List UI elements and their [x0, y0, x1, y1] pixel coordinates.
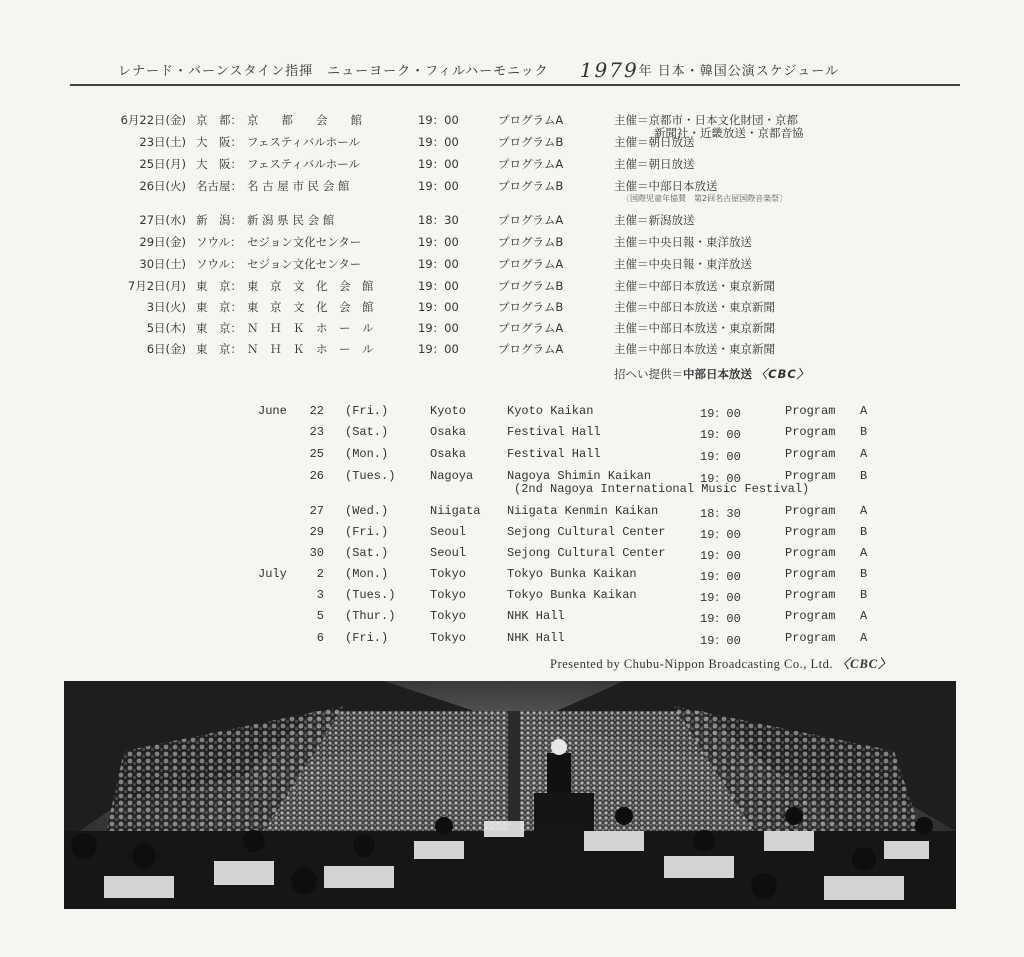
jp-venue: Ｎ Ｈ Ｋ ホ ー ル	[247, 342, 374, 356]
header-year: 1979	[579, 58, 639, 82]
jp-city: ソウル：	[196, 257, 242, 271]
en-program: Program	[785, 404, 836, 418]
jp-time: 19：00	[418, 235, 459, 249]
en-venue: Tokyo Bunka Kaikan	[507, 567, 637, 581]
en-time: 19：00	[700, 634, 741, 648]
en-venue: Festival Hall	[507, 447, 601, 461]
jp-time: 18：30	[418, 213, 459, 227]
en-time: 19：00	[700, 528, 741, 542]
jp-organizer: 主催＝中部日本放送・東京新聞	[614, 342, 775, 356]
jp-date: 29日(金)	[139, 235, 186, 249]
en-weekday: (Sat.)	[345, 546, 389, 560]
en-program: Program	[785, 425, 836, 439]
jp-venue: Ｎ Ｈ Ｋ ホ ー ル	[247, 321, 374, 335]
en-day: 2	[316, 567, 324, 581]
jp-venue: セジョン文化センター	[247, 235, 362, 249]
en-city: Seoul	[430, 525, 467, 539]
en-weekday: (Tues.)	[345, 469, 396, 483]
jp-date: 27日(水)	[139, 213, 186, 227]
en-city: Tokyo	[430, 631, 467, 645]
jp-city: 東 京：	[196, 342, 242, 356]
en-weekday: (Fri.)	[345, 404, 389, 418]
en-day: 26	[309, 469, 324, 483]
jp-venue: 東 京 文 化 会 館	[247, 300, 374, 314]
en-city: Niigata	[430, 504, 481, 518]
en-letter: A	[860, 631, 868, 645]
jp-city: 名古屋：	[196, 179, 242, 193]
jp-program: プログラムA	[498, 113, 564, 127]
jp-time: 19：00	[418, 279, 459, 293]
jp-program: プログラムB	[498, 279, 564, 293]
en-day: 29	[309, 525, 324, 539]
en-program: Program	[785, 609, 836, 623]
en-time: 19：00	[700, 570, 741, 584]
en-weekday: (Tues.)	[345, 588, 396, 602]
jp-city: 東 京：	[196, 321, 242, 335]
en-time: 19：00	[700, 612, 741, 626]
jp-organizer: 主催＝中央日報・東洋放送	[614, 257, 752, 271]
en-weekday: (Wed.)	[345, 504, 389, 518]
en-city: Seoul	[430, 546, 467, 560]
en-letter: B	[860, 469, 868, 483]
jp-program: プログラムA	[498, 257, 564, 271]
en-city: Osaka	[430, 447, 467, 461]
en-venue: Sejong Cultural Center	[507, 546, 666, 560]
en-city: Tokyo	[430, 567, 467, 581]
en-day: 22	[309, 404, 324, 418]
en-day: 25	[309, 447, 324, 461]
en-city: Osaka	[430, 425, 467, 439]
jp-program: プログラムB	[498, 135, 564, 149]
sponsor-jp-label: 招へい提供＝	[614, 367, 683, 381]
jp-organizer: 主催＝中部日本放送・東京新聞	[614, 300, 775, 314]
en-time: 19：00	[700, 472, 741, 486]
jp-program: プログラムB	[498, 235, 564, 249]
presented-by-text: Presented by Chubu-Nippon Broadcasting Co., Ltd.	[550, 657, 833, 671]
en-day: 5	[316, 609, 324, 623]
jp-organizer-continued: 新聞社・近畿放送・京都音協	[654, 126, 804, 140]
jp-date: 5日(木)	[146, 321, 186, 335]
en-letter: A	[860, 546, 868, 560]
jp-organizer: 主催＝中部日本放送	[614, 179, 718, 193]
jp-city: 東 京：	[196, 279, 242, 293]
jp-time: 19：00	[418, 135, 459, 149]
jp-program: プログラムB	[498, 179, 564, 193]
jp-organizer: 主催＝新潟放送	[614, 213, 695, 227]
en-program: Program	[785, 504, 836, 518]
en-letter: A	[860, 504, 868, 518]
jp-program: プログラムB	[498, 300, 564, 314]
en-day: 3	[316, 588, 324, 602]
en-weekday: (Sat.)	[345, 425, 389, 439]
en-venue: Festival Hall	[507, 425, 601, 439]
jp-venue: 名 古 屋 市 民 会 館	[247, 179, 350, 193]
sponsor-jp-name: 中部日本放送	[683, 367, 752, 381]
jp-program: プログラムA	[498, 157, 564, 171]
en-month: June	[258, 404, 287, 418]
en-time: 19：00	[700, 591, 741, 605]
cbc-logo: 〈CBC〉	[755, 367, 810, 381]
en-day: 30	[309, 546, 324, 560]
en-letter: B	[860, 425, 868, 439]
orchestra-photo	[64, 681, 956, 909]
en-letter: B	[860, 588, 868, 602]
jp-date: 25日(月)	[139, 157, 186, 171]
jp-time: 19：00	[418, 342, 459, 356]
en-venue: Nagoya Shimin Kaikan	[507, 469, 652, 483]
en-program: Program	[785, 567, 836, 581]
jp-program: プログラムA	[498, 213, 564, 227]
en-time: 19：00	[700, 428, 741, 442]
jp-city: 東 京：	[196, 300, 242, 314]
jp-date: 30日(土)	[139, 257, 186, 271]
jp-date: 23日(土)	[139, 135, 186, 149]
jp-time: 19：00	[418, 179, 459, 193]
en-program: Program	[785, 546, 836, 560]
jp-time: 19：00	[418, 113, 459, 127]
en-letter: B	[860, 567, 868, 581]
en-letter: A	[860, 404, 868, 418]
jp-program: プログラムA	[498, 321, 564, 335]
jp-organizer: 主催＝朝日放送	[614, 157, 695, 171]
presented-by	[550, 654, 945, 672]
jp-organizer: 主催＝京都市・日本文化財団・京都	[614, 113, 798, 127]
en-letter: B	[860, 525, 868, 539]
en-venue: Tokyo Bunka Kaikan	[507, 588, 637, 602]
jp-venue: 東 京 文 化 会 館	[247, 279, 374, 293]
jp-city: 大 阪：	[196, 157, 242, 171]
en-month: July	[258, 567, 287, 581]
en-venue: NHK Hall	[507, 631, 565, 645]
jp-date: 3日(火)	[146, 300, 186, 314]
en-weekday: (Mon.)	[345, 447, 389, 461]
en-time: 18：30	[700, 507, 741, 521]
en-day: 23	[309, 425, 324, 439]
jp-date: 26日(火)	[139, 179, 186, 193]
jp-venue: フェスティバルホール	[247, 135, 361, 149]
jp-time: 19：00	[418, 321, 459, 335]
en-city: Nagoya	[430, 469, 474, 483]
jp-city: 大 阪：	[196, 135, 242, 149]
jp-city: ソウル：	[196, 235, 242, 249]
en-weekday: (Mon.)	[345, 567, 389, 581]
header-title-right: 年 日本・韓国公演スケジュール	[638, 64, 840, 79]
en-venue: NHK Hall	[507, 609, 565, 623]
jp-program: プログラムA	[498, 342, 564, 356]
en-city: Tokyo	[430, 609, 467, 623]
en-venue: Sejong Cultural Center	[507, 525, 666, 539]
en-letter: A	[860, 447, 868, 461]
jp-venue: フェスティバルホール	[247, 157, 361, 171]
en-day: 6	[316, 631, 324, 645]
en-weekday: (Fri.)	[345, 525, 389, 539]
en-weekday: (Thur.)	[345, 609, 396, 623]
en-city: Tokyo	[430, 588, 467, 602]
jp-date: 6日(金)	[146, 342, 186, 356]
jp-festival-note: 〔国際児童年協賛 第2回名古屋国際音楽祭〕	[622, 194, 788, 203]
en-program: Program	[785, 447, 836, 461]
en-city: Kyoto	[430, 404, 467, 418]
jp-time: 19：00	[418, 157, 459, 171]
cbc-logo: 〈CBC〉	[836, 657, 892, 671]
jp-organizer: 主催＝朝日放送	[614, 135, 695, 149]
en-venue: Kyoto Kaikan	[507, 404, 594, 418]
en-time: 19：00	[700, 549, 741, 563]
jp-date: 6月22日(金)	[120, 113, 186, 127]
jp-organizer: 主催＝中部日本放送・東京新聞	[614, 321, 775, 335]
jp-city: 京 都：	[196, 113, 242, 127]
en-time: 19：00	[700, 407, 741, 421]
jp-date: 7月2日(月)	[127, 279, 186, 293]
en-program: Program	[785, 469, 836, 483]
en-festival-note: (2nd Nagoya International Music Festival)	[514, 482, 810, 496]
en-venue: Niigata Kenmin Kaikan	[507, 504, 659, 518]
orchestra-photo-graphic	[64, 681, 956, 909]
en-program: Program	[785, 631, 836, 645]
jp-venue: 新 潟 県 民 会 館	[247, 213, 335, 227]
jp-city: 新 潟：	[196, 213, 242, 227]
jp-organizer: 主催＝中央日報・東洋放送	[614, 235, 752, 249]
jp-time: 19：00	[418, 300, 459, 314]
en-letter: A	[860, 609, 868, 623]
en-day: 27	[309, 504, 324, 518]
jp-time: 19：00	[418, 257, 459, 271]
en-program: Program	[785, 525, 836, 539]
header-title-left: レナード・バーンスタイン指揮 ニューヨーク・フィルハーモニック	[118, 64, 549, 79]
jp-organizer: 主催＝中部日本放送・東京新聞	[614, 279, 775, 293]
en-weekday: (Fri.)	[345, 631, 389, 645]
jp-venue: 京 都 会 館	[247, 113, 362, 127]
en-program: Program	[785, 588, 836, 602]
jp-venue: セジョン文化センター	[247, 257, 362, 271]
en-time: 19：00	[700, 450, 741, 464]
